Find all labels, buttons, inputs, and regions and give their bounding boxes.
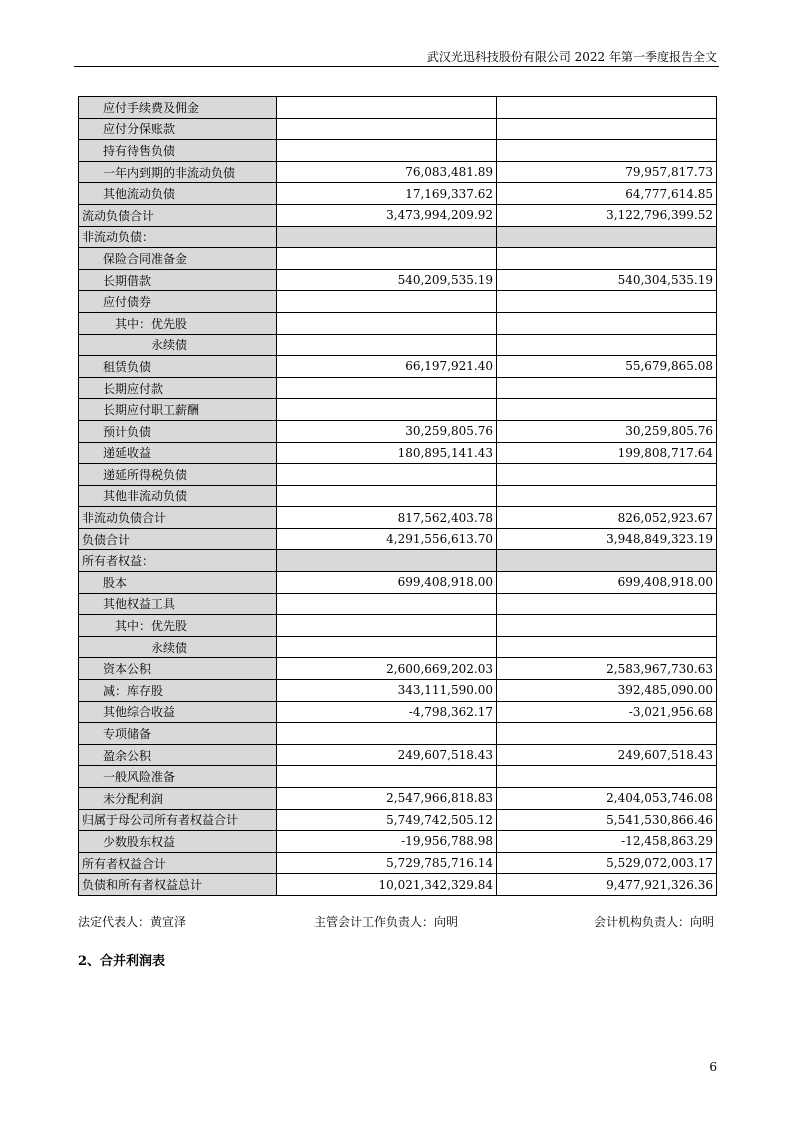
accounting-dept-head: 会计机构负责人：向明: [593, 915, 714, 929]
header-divider: [74, 66, 719, 67]
row-label: 其他非流动负债: [79, 485, 277, 507]
row-label: 其中：优先股: [79, 615, 277, 637]
year-start-value: [497, 636, 717, 658]
year-start-value: [497, 291, 717, 313]
year-start-value: 540,304,535.19: [497, 269, 717, 291]
table-row: [79, 356, 717, 378]
period-end-value: 10,021,342,329.84: [277, 874, 497, 896]
table-row: [79, 766, 717, 788]
year-start-value: 30,259,805.76: [497, 420, 717, 442]
period-end-value: [277, 615, 497, 637]
year-start-value: [497, 593, 717, 615]
table-row: [79, 183, 717, 205]
table-row: [79, 161, 717, 183]
table-row: [79, 312, 717, 334]
period-end-value: [277, 464, 497, 486]
table-row: [79, 204, 717, 226]
year-start-value: 2,583,967,730.63: [497, 658, 717, 680]
period-end-value: 699,408,918.00: [277, 572, 497, 594]
table-row: [79, 723, 717, 745]
row-label: 保险合同准备金: [79, 248, 277, 270]
year-start-value: [497, 140, 717, 162]
period-end-value: 817,562,403.78: [277, 507, 497, 529]
period-end-value: [277, 636, 497, 658]
period-end-value: -19,956,788.98: [277, 831, 497, 853]
period-end-value: [277, 550, 497, 572]
table-row: [79, 97, 717, 119]
page-number: 6: [709, 1060, 717, 1074]
table-row: [79, 464, 717, 486]
row-label: 递延所得税负债: [79, 464, 277, 486]
table-row: [79, 874, 717, 896]
year-start-value: 9,477,921,326.36: [497, 874, 717, 896]
year-start-value: [497, 464, 717, 486]
table-row: [79, 485, 717, 507]
row-label: 盈余公积: [79, 744, 277, 766]
row-label: 其他流动负债: [79, 183, 277, 205]
row-label: 少数股东权益: [79, 831, 277, 853]
year-start-value: [497, 550, 717, 572]
table-row: [79, 658, 717, 680]
year-start-value: 3,122,796,399.52: [497, 204, 717, 226]
row-label: 其他综合收益: [79, 701, 277, 723]
period-end-value: 5,749,742,505.12: [277, 809, 497, 831]
period-end-value: 17,169,337.62: [277, 183, 497, 205]
table-row: [79, 852, 717, 874]
year-start-value: [497, 766, 717, 788]
row-label: 减：库存股: [79, 680, 277, 702]
table-row: [79, 701, 717, 723]
table-row: [79, 269, 717, 291]
year-start-value: 64,777,614.85: [497, 183, 717, 205]
table-row: [79, 831, 717, 853]
row-label: 流动负债合计: [79, 204, 277, 226]
period-end-value: 4,291,556,613.70: [277, 528, 497, 550]
year-start-value: [497, 248, 717, 270]
period-end-value: 180,895,141.43: [277, 442, 497, 464]
year-start-value: 826,052,923.67: [497, 507, 717, 529]
row-label: 其他权益工具: [79, 593, 277, 615]
period-end-value: 66,197,921.40: [277, 356, 497, 378]
row-label: 所有者权益：: [79, 550, 277, 572]
period-end-value: [277, 226, 497, 248]
year-start-value: 55,679,865.08: [497, 356, 717, 378]
table-row: [79, 507, 717, 529]
row-label: 负债合计: [79, 528, 277, 550]
period-end-value: 343,111,590.00: [277, 680, 497, 702]
period-end-value: [277, 485, 497, 507]
period-end-value: [277, 723, 497, 745]
legal-representative: 法定代表人：黄宣泽: [78, 915, 187, 929]
table-row: [79, 334, 717, 356]
year-start-value: [497, 399, 717, 421]
period-end-value: 5,729,785,716.14: [277, 852, 497, 874]
table-row: [79, 399, 717, 421]
period-end-value: [277, 593, 497, 615]
table-row: [79, 550, 717, 572]
table-row: [79, 248, 717, 270]
period-end-value: [277, 312, 497, 334]
row-label: 非流动负债：: [79, 226, 277, 248]
table-row: [79, 809, 717, 831]
period-end-value: [277, 97, 497, 119]
year-start-value: 199,808,717.64: [497, 442, 717, 464]
row-label: 未分配利润: [79, 788, 277, 810]
period-end-value: [277, 291, 497, 313]
period-end-value: [277, 118, 497, 140]
year-start-value: 79,957,817.73: [497, 161, 717, 183]
period-end-value: [277, 766, 497, 788]
year-start-value: [497, 485, 717, 507]
year-start-value: 249,607,518.43: [497, 744, 717, 766]
row-label: 应付手续费及佣金: [79, 97, 277, 119]
row-label: 永续债: [79, 636, 277, 658]
row-label: 应付债券: [79, 291, 277, 313]
year-start-value: [497, 615, 717, 637]
period-end-value: 3,473,994,209.92: [277, 204, 497, 226]
year-start-value: 392,485,090.00: [497, 680, 717, 702]
year-start-value: [497, 118, 717, 140]
period-end-value: [277, 377, 497, 399]
accounting-head: 主管会计工作负责人：向明: [314, 915, 459, 929]
period-end-value: [277, 140, 497, 162]
table-row: [79, 593, 717, 615]
row-label: 租赁负债: [79, 356, 277, 378]
table-row: [79, 680, 717, 702]
period-end-value: 540,209,535.19: [277, 269, 497, 291]
table-row: [79, 442, 717, 464]
table-row: [79, 420, 717, 442]
table-row: [79, 140, 717, 162]
year-start-value: [497, 723, 717, 745]
row-label: 一年内到期的非流动负债: [79, 161, 277, 183]
period-end-value: 2,547,966,818.83: [277, 788, 497, 810]
period-end-value: 76,083,481.89: [277, 161, 497, 183]
row-label: 预计负债: [79, 420, 277, 442]
year-start-value: [497, 312, 717, 334]
row-label: 永续债: [79, 334, 277, 356]
table-row: [79, 118, 717, 140]
year-start-value: 699,408,918.00: [497, 572, 717, 594]
row-label: 所有者权益合计: [79, 852, 277, 874]
row-label: 递延收益: [79, 442, 277, 464]
period-end-value: [277, 334, 497, 356]
row-label: 长期应付款: [79, 377, 277, 399]
row-label: 非流动负债合计: [79, 507, 277, 529]
table-row: [79, 572, 717, 594]
period-end-value: 2,600,669,202.03: [277, 658, 497, 680]
row-label: 资本公积: [79, 658, 277, 680]
year-start-value: [497, 377, 717, 399]
period-end-value: 249,607,518.43: [277, 744, 497, 766]
row-label: 专项储备: [79, 723, 277, 745]
page-header-title: 武汉光迅科技股份有限公司 2022 年第一季度报告全文: [426, 50, 717, 64]
row-label: 一般风险准备: [79, 766, 277, 788]
year-start-value: [497, 334, 717, 356]
row-label: 股本: [79, 572, 277, 594]
table-row: [79, 226, 717, 248]
year-start-value: [497, 226, 717, 248]
period-end-value: [277, 399, 497, 421]
table-row: [79, 744, 717, 766]
table-row: [79, 377, 717, 399]
year-start-value: 2,404,053,746.08: [497, 788, 717, 810]
row-label: 长期借款: [79, 269, 277, 291]
table-row: [79, 291, 717, 313]
table-row: [79, 636, 717, 658]
year-start-value: -12,458,863.29: [497, 831, 717, 853]
row-label: 其中：优先股: [79, 312, 277, 334]
section-title: 2、合并利润表: [78, 954, 166, 969]
year-start-value: 3,948,849,323.19: [497, 528, 717, 550]
row-label: 归属于母公司所有者权益合计: [79, 809, 277, 831]
balance-sheet-table: [78, 96, 717, 896]
table-row: [79, 615, 717, 637]
period-end-value: -4,798,362.17: [277, 701, 497, 723]
row-label: 应付分保账款: [79, 118, 277, 140]
period-end-value: 30,259,805.76: [277, 420, 497, 442]
year-start-value: 5,529,072,003.17: [497, 852, 717, 874]
row-label: 长期应付职工薪酬: [79, 399, 277, 421]
period-end-value: [277, 248, 497, 270]
table-row: [79, 788, 717, 810]
year-start-value: [497, 97, 717, 119]
row-label: 持有待售负债: [79, 140, 277, 162]
table-row: [79, 528, 717, 550]
year-start-value: 5,541,530,866.46: [497, 809, 717, 831]
year-start-value: -3,021,956.68: [497, 701, 717, 723]
row-label: 负债和所有者权益总计: [79, 874, 277, 896]
balance-sheet-body: [79, 97, 717, 896]
